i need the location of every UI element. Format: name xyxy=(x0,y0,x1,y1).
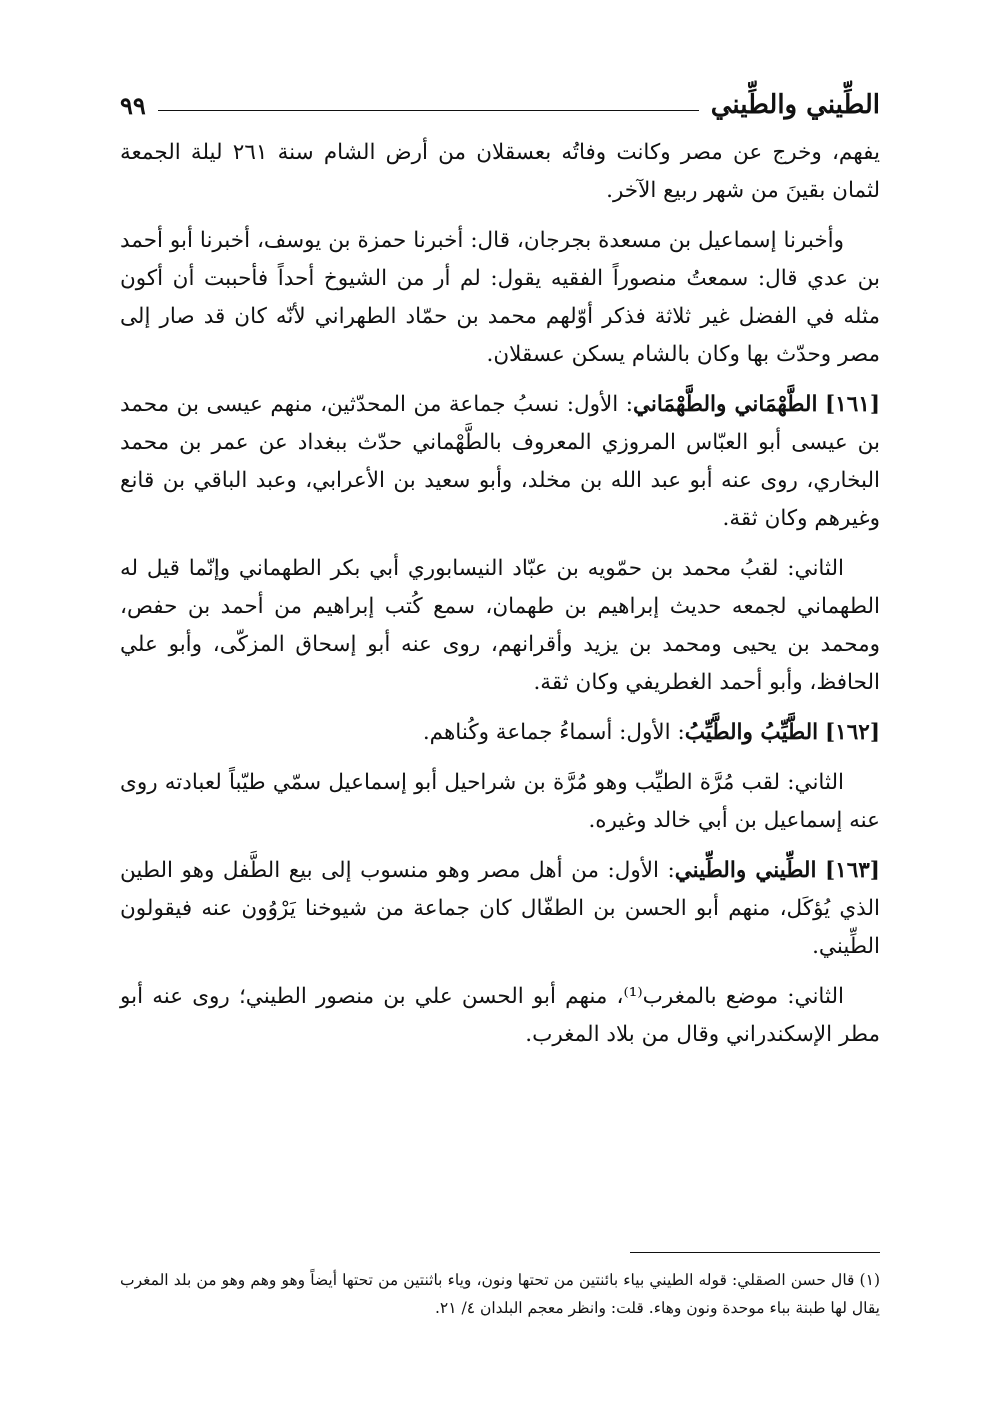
paragraph-text: : الأول: من أهل مصر وهو منسوب إلى بيع الطَّفل وهو الطين الذي يُؤكَل، منهم أبو الحسن بن الطفّال كان جماعة من شيوخنا يَرْوُون عنه فيقولون الطِّيني. xyxy=(120,858,880,959)
entry-title: الطَّهْمَاني والطَّهْمَاني xyxy=(633,392,818,417)
page-number: ٩٩ xyxy=(120,91,146,120)
footnote-text: (١) قال حسن الصقلي: قوله الطيني بياء بائنتين من تحتها ونون، وياء باثنتين من تحتها أيضاً وهو وهم وهو من بلد المغرب يقال لها طبنة بباء موحدة ونون وهاء. قلت: وانظر معجم البلدان ٤/ ٢١. xyxy=(120,1271,880,1317)
entry-number: [١٦٢] xyxy=(824,720,880,745)
footnote xyxy=(120,1266,880,1322)
running-header xyxy=(120,80,880,120)
running-title: الطِّيني والطِّيني xyxy=(710,90,880,120)
paragraph-text: الثاني: موضع بالمغرب⁽¹⁾، منهم أبو الحسن علي بن منصور الطيني؛ روى عنه أبو مطر الإسكندراني وقال من بلاد المغرب. xyxy=(120,984,880,1047)
header-rule xyxy=(158,110,699,111)
entry-number: [١٦٣] xyxy=(824,858,880,883)
paragraph-text: : الأول: أسماءُ جماعة وكُناهم. xyxy=(422,720,685,745)
entry-title: الطِّيني والطِّيني xyxy=(674,858,817,883)
paragraph-1 xyxy=(120,134,880,210)
paragraph-6 xyxy=(120,764,880,840)
paragraph-text: : الأول: نسبُ جماعة من المحدّثين، منهم عيسى بن محمد بن عيسى أبو العبّاس المروزي المعروف بالطَّهْماني حدّث ببغداد عن عمر بن محمد البخاري، روى عنه أبو عبد الله بن مخلد، وأبو سعيد بن الأعرابي، وعبد الباقي بن قانع وغيرهم وكان ثقة. xyxy=(120,392,880,531)
paragraph-text: يفهم، وخرج عن مصر وكانت وفاتُه بعسقلان من أرض الشام سنة ٢٦١ ليلة الجمعة لثمان بقينَ من شهر ربيع الآخر. xyxy=(120,140,880,203)
entry-title: الطَّيِّبُ والطَّيِّبُ xyxy=(684,720,819,745)
paragraph-8 xyxy=(120,978,880,1054)
paragraph-2 xyxy=(120,222,880,374)
entry-161 xyxy=(120,386,880,538)
main-text xyxy=(120,134,880,1066)
paragraph-text: الثاني: لقبُ محمد بن حمّويه بن عبّاد النيسابوري أبي بكر الطهماني وإنّما قيل له الطهماني لجمعه حديث إبراهيم بن طهمان، سمع كُتب إبراهيم من أحمد بن حفص، ومحمد بن يحيى ومحمد بن يزيد وأقرانهم، روى عنه أبو إسحاق المزكّى، وأبو علي الحافظ، وأبو أحمد الغطريفي وكان ثقة. xyxy=(120,556,880,695)
entry-162 xyxy=(120,714,880,752)
footnote-rule xyxy=(630,1252,880,1253)
paragraph-4 xyxy=(120,550,880,702)
entry-number: [١٦١] xyxy=(824,392,881,417)
paragraph-text: وأخبرنا إسماعيل بن مسعدة بجرجان، قال: أخبرنا حمزة بن يوسف، أخبرنا أبو أحمد بن عدي قال: سمعتُ منصوراً الفقيه يقول: لم أر من الشيوخ أحداً فأحببت أن أكون مثله في الفضل غير ثلاثة فذكر أوّلهم محمد بن حمّاد الطهراني لأنّه كان قد صار إلى مصر وحدّث بها وكان بالشام يسكن عسقلان. xyxy=(120,228,880,367)
entry-163 xyxy=(120,852,880,966)
paragraph-text: الثاني: لقب مُرَّة الطيِّب وهو مُرَّة بن شراحيل أبو إسماعيل سمّي طيّباً لعبادته روى عنه إسماعيل بن أبي خالد وغيره. xyxy=(120,770,880,833)
